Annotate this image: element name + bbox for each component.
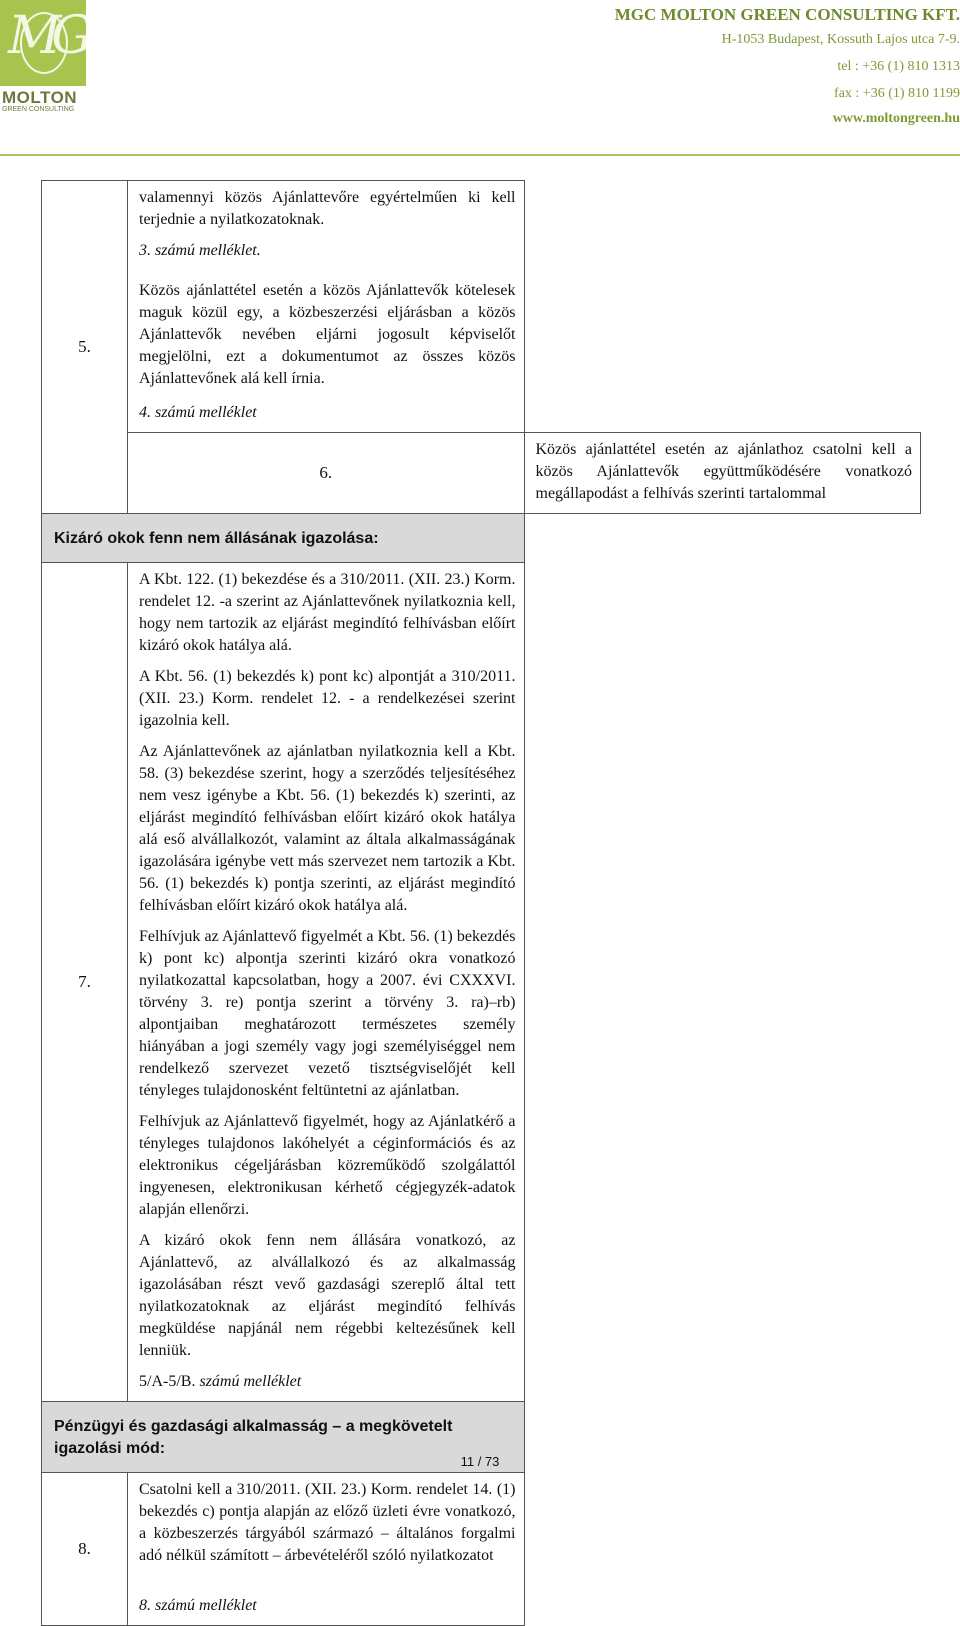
annex-number: 5/A-5/B.: [139, 1373, 196, 1390]
annex-reference: 8. számú melléklet: [139, 1597, 257, 1614]
logo-word: MOLTON: [2, 88, 78, 107]
company-info: [615, 4, 960, 131]
annex-reference: 3. számú melléklet.: [139, 242, 261, 259]
requirements-table: [41, 180, 921, 1626]
row-content: [128, 1473, 525, 1626]
company-name: MGC MOLTON GREEN CONSULTING KFT.: [614, 5, 960, 24]
table-row: [42, 1473, 921, 1626]
row-number: 7.: [42, 563, 128, 1402]
annex-reference: [139, 1371, 516, 1393]
paragraph: Az Ajánlattevőnek az ajánlatban nyilatkoznia kell a Kbt. 58. (3) bekezdése szerint, hogy a szerződés teljesítéséhez nem vesz igénybe a Kbt. 56. (1) bekezdés k) szerinti, az eljárást megindító felhívásban előírt kizáró okok hatálya alá eső alvállalkozót, valamint az általa alkalmasságának igazolására igénybe vett más szervezet nem tartozik a Kbt. 56. (1) bekezdés k) pontja szerinti, az eljárást megindító felhívásban előírt kizáró okok hatálya alá.: [139, 743, 516, 914]
paragraph: A Kbt. 56. (1) bekezdés k) pont kc) alpontját a 310/2011. (XII. 23.) Korm. rendelet 12. - a rendelkezései szerint igazolnia kell.: [139, 668, 516, 729]
company-fax: fax : +36 (1) 810 1199: [834, 86, 960, 101]
table-row: [42, 563, 921, 1402]
paragraph: A Kbt. 122. (1) bekezdése és a 310/2011. (XII. 23.) Korm. rendelet 12. -a szerint az Ajánlattevőnek nyilatkoznia kell, hogy nem tartozik az eljárást megindító felhívásban előírt kizáró okok hatálya alá.: [139, 571, 516, 654]
row-content: [524, 433, 921, 514]
row-number: 8.: [42, 1473, 128, 1626]
annex-label: számú melléklet: [195, 1373, 302, 1390]
paragraph: Közös ajánlattétel esetén az ajánlathoz csatolni kell a közös Ajánlattevők együttműködésére vonatkozó megállapodást a felhívás szerinti tartalommal: [535, 441, 912, 502]
row-number: 6.: [128, 433, 525, 514]
company-address: H-1053 Budapest, Kossuth Lajos utca 7-9.: [721, 32, 960, 47]
logo-mark: MG: [0, 0, 86, 88]
table-row: [42, 181, 921, 433]
company-logo: [0, 0, 86, 116]
company-tel: tel : +36 (1) 810 1313: [837, 59, 960, 74]
header-divider: [0, 154, 960, 156]
paragraph: valamennyi közös Ajánlattevőre egyértelműen ki kell terjednie a nyilatkozatoknak.: [139, 189, 516, 228]
paragraph: Felhívjuk az Ajánlattevő figyelmét a Kbt. 56. (1) bekezdés k) pont kc) alpontja szerinti kizáró okra vonatkozó nyilatkozattal kapcsolatban, hogy a 2007. évi CXXXVI. törvény 3. re) pontja szerint a törvény 3. ra)–rb) alpontjaiban meghatározott természetes személy hiányában a jogi személy vagy jogi személyiséggel nem rendelkező szervezet vezető tisztségviselőjét kell tényleges tulajdonosként feltüntetni az ajánlatban.: [139, 928, 516, 1099]
paragraph: Közös ajánlattétel esetén a közös Ajánlattevők kötelesek maguk közül egy, a közbeszerzési eljárásban a közös Ajánlattevők nevében eljárni jogosult képviselőt megjelölni, ezt a dokumentumot az összes közös Ajánlattevőnek alá kell írnia.: [139, 282, 516, 387]
section-title: Kizáró okok fenn nem állásának igazolása:: [42, 514, 525, 563]
page-number: 11 / 73: [460, 1454, 500, 1469]
section-header-row: [42, 514, 921, 563]
table-row: [42, 433, 921, 514]
paragraph: Felhívjuk az Ajánlattevő figyelmét, hogy az Ajánlatkérő a tényleges tulajdonos lakóhelyét a céginformációs és az elektronikus cégeljárásban közreműködő szolgálattól ingyenesen, elektronikusan kérhető cégjegyzék-adatok alapján ellenőrzi.: [139, 1113, 516, 1218]
row-content: [128, 563, 525, 1402]
section-title: Pénzügyi és gazdasági alkalmasság – a megkövetelt igazolási mód:: [42, 1402, 525, 1473]
logo-subtitle: GREEN CONSULTING: [2, 106, 75, 113]
row-content: [128, 181, 525, 433]
company-website[interactable]: www.moltongreen.hu: [832, 111, 960, 126]
row-number: 5.: [42, 181, 128, 514]
annex-reference: 4. számú melléklet: [139, 404, 257, 421]
paragraph: Csatolni kell a 310/2011. (XII. 23.) Korm. rendelet 14. (1) bekezdés c) pontja alapján az előző üzleti évre vonatkozó, a közbeszerzés tárgyából származó – általános forgalmi adó nélkül számított – árbevételéről szóló nyilatkozatot: [139, 1481, 516, 1564]
paragraph: A kizáró okok fenn nem állására vonatkozó, az Ajánlattevő, az alvállalkozó és az alkalmasság igazolásában részt vevő gazdasági szereplő által tett nyilatkozatoknak az eljárást megindító felhívás megküldése napjánál nem régebbi keltezésűnek kell lenniük.: [139, 1232, 516, 1359]
